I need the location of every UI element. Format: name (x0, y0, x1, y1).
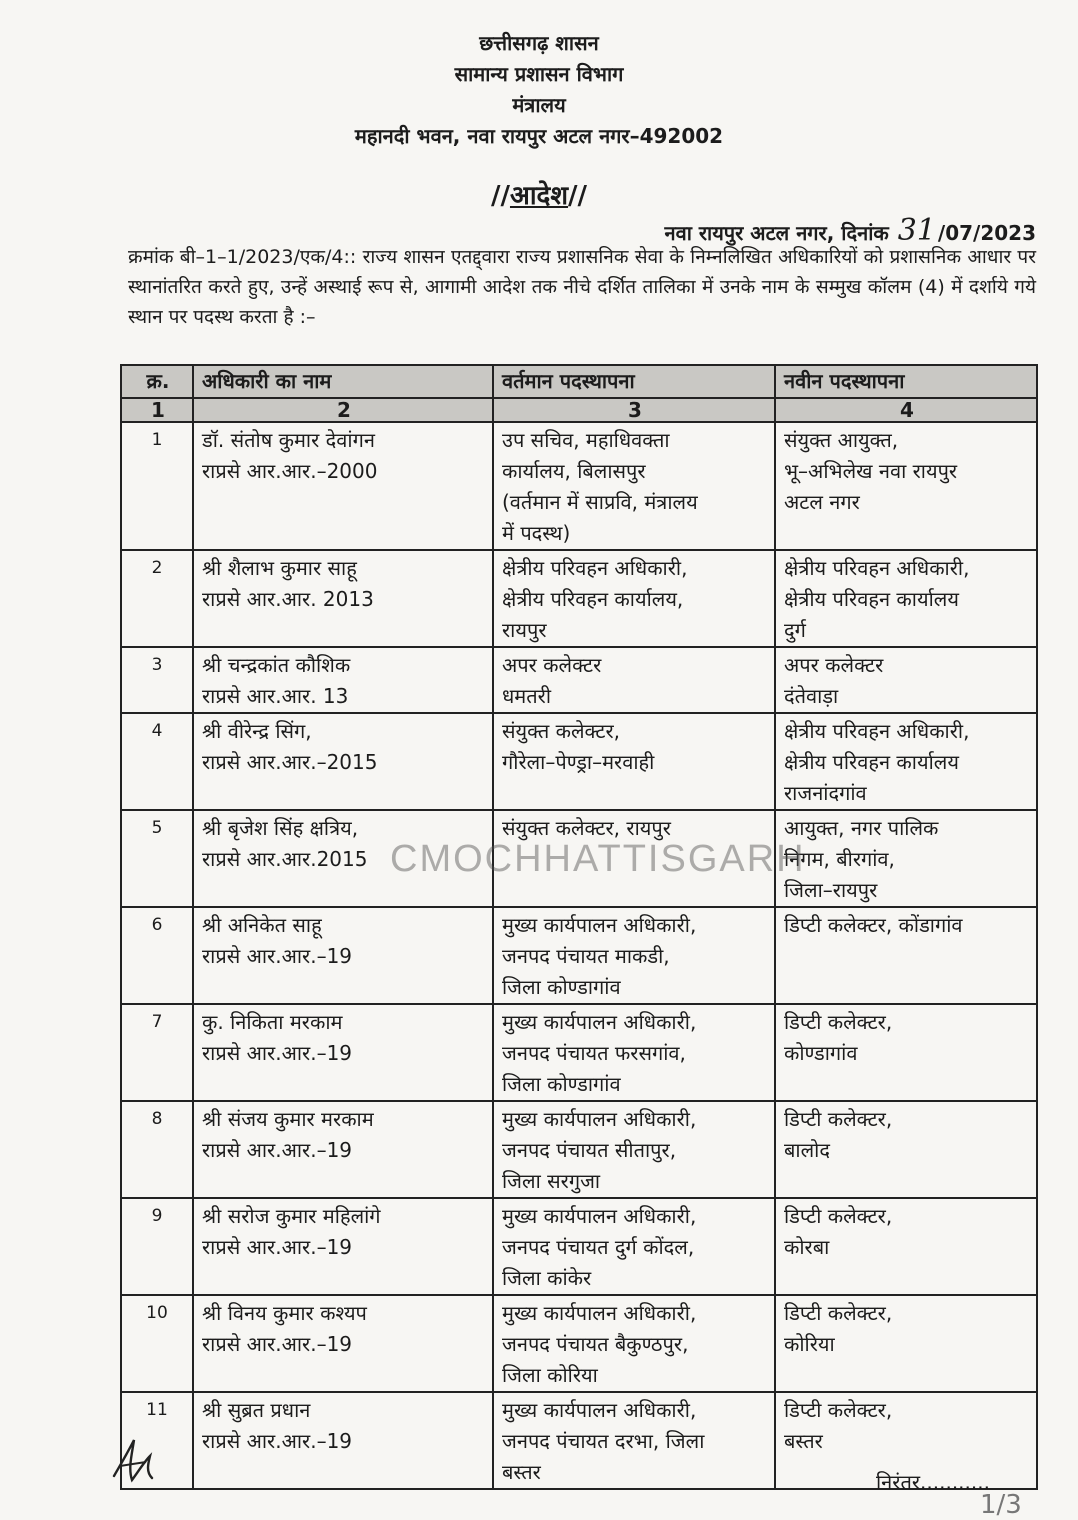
officer-service-batch: राप्रसे आर.आर.–2000 (202, 459, 378, 483)
new-posting-cell (775, 1198, 1037, 1295)
table-column-number-row (121, 398, 1037, 422)
officer-name: श्री चन्द्रकांत कौशिक (202, 653, 351, 677)
serial-number: 11 (121, 1392, 193, 1489)
current-posting-line: उप सचिव, महाधिवक्ता (502, 428, 670, 452)
new-posting-line: कोरिया (784, 1332, 835, 1356)
current-posting-line: कार्यालय, बिलासपुर (502, 459, 646, 483)
current-posting-line: जनपद पंचायत सीतापुर, (502, 1138, 677, 1162)
current-posting-cell (493, 550, 775, 647)
officer-cell (193, 713, 493, 810)
serial-number: 10 (121, 1295, 193, 1392)
new-posting-line: डिप्टी कलेक्टर, कोंडागांव (784, 913, 963, 937)
current-posting-line: जनपद पंचायत दरभा, जिला (502, 1429, 705, 1453)
new-posting-cell (775, 1004, 1037, 1101)
current-posting-line: में पदस्थ) (502, 521, 571, 545)
new-posting-cell (775, 1295, 1037, 1392)
table-row (121, 422, 1037, 550)
current-posting-line: अपर कलेक्टर (502, 653, 602, 677)
new-posting-line: राजनांदगांव (784, 781, 867, 805)
current-posting-line: (वर्तमान में साप्रवि, मंत्रालय (502, 490, 698, 514)
table-row (121, 713, 1037, 810)
new-posting-line: डिप्टी कलेक्टर, (784, 1301, 893, 1325)
serial-number: 4 (121, 713, 193, 810)
column-number: 4 (775, 398, 1037, 422)
officer-name: श्री शैलाभ कुमार साहू (202, 556, 357, 580)
officer-name: कु. निकिता मरकाम (202, 1010, 343, 1034)
officer-cell (193, 1295, 493, 1392)
current-posting-line: संयुक्त कलेक्टर, रायपुर (502, 816, 671, 840)
new-posting-cell (775, 1101, 1037, 1198)
officer-service-batch: राप्रसे आर.आर.2015 (202, 847, 368, 871)
new-posting-line: डिप्टी कलेक्टर, (784, 1010, 893, 1034)
table-row (121, 1198, 1037, 1295)
letterhead (0, 28, 1078, 152)
current-posting-line: मुख्य कार्यपालन अधिकारी, (502, 1204, 697, 1228)
current-posting-line: मुख्य कार्यपालन अधिकारी, (502, 1398, 697, 1422)
new-posting-line: आयुक्त, नगर पालिक (784, 816, 939, 840)
current-posting-line: जिला कांकेर (502, 1266, 592, 1290)
column-number: 2 (193, 398, 493, 422)
serial-number: 3 (121, 647, 193, 713)
new-posting-line: क्षेत्रीय परिवहन अधिकारी, (784, 556, 970, 580)
current-posting-line: जनपद पंचायत बैकुण्ठपुर, (502, 1332, 689, 1356)
officer-service-batch: राप्रसे आर.आर. 2013 (202, 587, 374, 611)
officer-service-batch: राप्रसे आर.आर.–19 (202, 1332, 353, 1356)
table-row (121, 647, 1037, 713)
officer-cell (193, 1101, 493, 1198)
new-posting-line: जिला–रायपुर (784, 878, 878, 902)
new-posting-line: बालोद (784, 1138, 830, 1162)
new-posting-cell (775, 647, 1037, 713)
serial-number: 6 (121, 907, 193, 1004)
officer-name: श्री अनिकेत साहू (202, 913, 322, 937)
signature-mark (108, 1432, 160, 1488)
current-posting-line: संयुक्त कलेक्टर, (502, 719, 621, 743)
new-posting-line: डिप्टी कलेक्टर, (784, 1107, 893, 1131)
table-row (121, 907, 1037, 1004)
column-number: 3 (493, 398, 775, 422)
table-row (121, 1101, 1037, 1198)
table-header-row (121, 365, 1037, 398)
current-posting-line: बस्तर (502, 1460, 541, 1484)
current-posting-cell (493, 1295, 775, 1392)
officer-name: श्री संजय कुमार मरकाम (202, 1107, 374, 1131)
current-posting-line: गौरेला–पेण्ड्रा–मरवाही (502, 750, 655, 774)
current-posting-cell (493, 713, 775, 810)
continued-note: निरंतर........... (876, 1470, 990, 1494)
header-new-posting: नवीन पदस्थापना (775, 365, 1037, 398)
current-posting-line: क्षेत्रीय परिवहन अधिकारी, (502, 556, 688, 580)
new-posting-cell (775, 422, 1037, 550)
new-posting-line: डिप्टी कलेक्टर, (784, 1398, 893, 1422)
page-number: 1/3 (980, 1490, 1022, 1520)
current-posting-cell (493, 647, 775, 713)
officer-name: डॉ. संतोष कुमार देवांगन (202, 428, 375, 452)
header-current-posting: वर्तमान पदस्थापना (493, 365, 775, 398)
current-posting-cell (493, 1392, 775, 1489)
serial-number: 9 (121, 1198, 193, 1295)
officer-cell (193, 1392, 493, 1489)
officer-service-batch: राप्रसे आर.आर.–19 (202, 944, 353, 968)
current-posting-line: क्षेत्रीय परिवहन कार्यालय, (502, 587, 684, 611)
officer-service-batch: राप्रसे आर.आर. 13 (202, 684, 349, 708)
new-posting-line: संयुक्त आयुक्त, (784, 428, 899, 452)
current-posting-cell (493, 907, 775, 1004)
office-address: महानदी भवन, नवा रायपुर अटल नगर–492002 (354, 124, 724, 148)
officer-service-batch: राप्रसे आर.आर.–19 (202, 1041, 353, 1065)
new-posting-line: भू–अभिलेख नवा रायपुर (784, 459, 958, 483)
current-posting-line: जिला कोण्डागांव (502, 975, 621, 999)
officer-service-batch: राप्रसे आर.आर.–19 (202, 1138, 353, 1162)
new-posting-line: अटल नगर (784, 490, 860, 514)
header-serial: क्र. (121, 365, 193, 398)
new-posting-cell (775, 550, 1037, 647)
officer-cell (193, 647, 493, 713)
new-posting-line: निगम, बीरगांव, (784, 847, 895, 871)
current-posting-line: मुख्य कार्यपालन अधिकारी, (502, 1107, 697, 1131)
officer-service-batch: राप्रसे आर.आर.–19 (202, 1429, 353, 1453)
officer-service-batch: राप्रसे आर.आर.–2015 (202, 750, 378, 774)
current-posting-line: जिला कोरिया (502, 1363, 598, 1387)
new-posting-line: अपर कलेक्टर (784, 653, 884, 677)
officer-name: श्री वीरेन्द्र सिंग, (202, 719, 312, 743)
officer-cell (193, 1198, 493, 1295)
current-posting-line: रायपुर (502, 618, 547, 642)
current-posting-line: धमतरी (502, 684, 552, 708)
serial-number: 5 (121, 810, 193, 907)
date-prefix: नवा रायपुर अटल नगर, दिनांक (664, 221, 889, 245)
new-posting-line: क्षेत्रीय परिवहन कार्यालय (784, 587, 959, 611)
serial-number: 7 (121, 1004, 193, 1101)
new-posting-line: डिप्टी कलेक्टर, (784, 1204, 893, 1228)
ministry-name: मंत्रालय (512, 93, 566, 117)
officer-name: श्री सुब्रत प्रधान (202, 1398, 311, 1422)
date-rest: /07/2023 (937, 221, 1036, 245)
serial-number: 1 (121, 422, 193, 550)
current-posting-line: जनपद पंचायत माकडी, (502, 944, 670, 968)
order-intro-paragraph: क्रमांक बी–1–1/2023/एक/4:: राज्य शासन एतद्द्वारा राज्य प्रशासनिक सेवा के निम्नलिखित अधिकारियों को प्रशासनिक आधार पर स्थानांतरित करते हुए, उन्हें अस्थाई रूप से, आगामी आदेश तक नीचे दर्शित तालिका में उनके नाम के सम्मुख कॉलम (4) में दर्शाये गये स्थान पर पदस्थ करता है :– (128, 246, 1036, 328)
officer-cell (193, 907, 493, 1004)
table-row (121, 1004, 1037, 1101)
new-posting-line: कोण्डागांव (784, 1041, 858, 1065)
table-body (121, 422, 1037, 1489)
order-title-left: // (490, 181, 510, 211)
department-name: सामान्य प्रशासन विभाग (454, 62, 624, 86)
current-posting-line: मुख्य कार्यपालन अधिकारी, (502, 913, 697, 937)
date-day-handwritten: 31 (897, 213, 936, 248)
officer-cell (193, 422, 493, 550)
current-posting-line: मुख्य कार्यपालन अधिकारी, (502, 1010, 697, 1034)
header-officer-name: अधिकारी का नाम (193, 365, 493, 398)
order-title-right: // (568, 181, 588, 211)
current-posting-line: मुख्य कार्यपालन अधिकारी, (502, 1301, 697, 1325)
current-posting-cell (493, 1101, 775, 1198)
officer-name: श्री सरोज कुमार महिलांगे (202, 1204, 381, 1228)
officer-name: श्री विनय कुमार कश्यप (202, 1301, 367, 1325)
officer-cell (193, 1004, 493, 1101)
officer-cell (193, 550, 493, 647)
current-posting-cell (493, 422, 775, 550)
column-number: 1 (121, 398, 193, 422)
new-posting-line: क्षेत्रीय परिवहन अधिकारी, (784, 719, 970, 743)
officer-name: श्री बृजेश सिंह क्षत्रिय, (202, 816, 359, 840)
serial-number: 2 (121, 550, 193, 647)
current-posting-line: जिला सरगुजा (502, 1169, 601, 1193)
current-posting-line: जनपद पंचायत दुर्ग कोंदल, (502, 1235, 695, 1259)
new-posting-line: क्षेत्रीय परिवहन कार्यालय (784, 750, 959, 774)
new-posting-line: कोरबा (784, 1235, 830, 1259)
officer-service-batch: राप्रसे आर.आर.–19 (202, 1235, 353, 1259)
watermark: CMOCHHATTISGARH (390, 838, 806, 880)
new-posting-cell (775, 810, 1037, 907)
new-posting-line: बस्तर (784, 1429, 823, 1453)
transfer-table (120, 364, 1038, 1490)
current-posting-cell (493, 1198, 775, 1295)
new-posting-line: दंतेवाड़ा (784, 684, 839, 708)
table-row (121, 550, 1037, 647)
current-posting-line: जनपद पंचायत फरसगांव, (502, 1041, 686, 1065)
new-posting-cell (775, 713, 1037, 810)
serial-number: 8 (121, 1101, 193, 1198)
new-posting-line: दुर्ग (784, 618, 806, 642)
table-row (121, 1295, 1037, 1392)
current-posting-cell (493, 1004, 775, 1101)
order-title (0, 176, 1078, 212)
new-posting-cell (775, 907, 1037, 1004)
order-title-text: आदेश (509, 181, 569, 211)
current-posting-line: जिला कोण्डागांव (502, 1072, 621, 1096)
government-name: छत्तीसगढ़ शासन (479, 31, 599, 55)
